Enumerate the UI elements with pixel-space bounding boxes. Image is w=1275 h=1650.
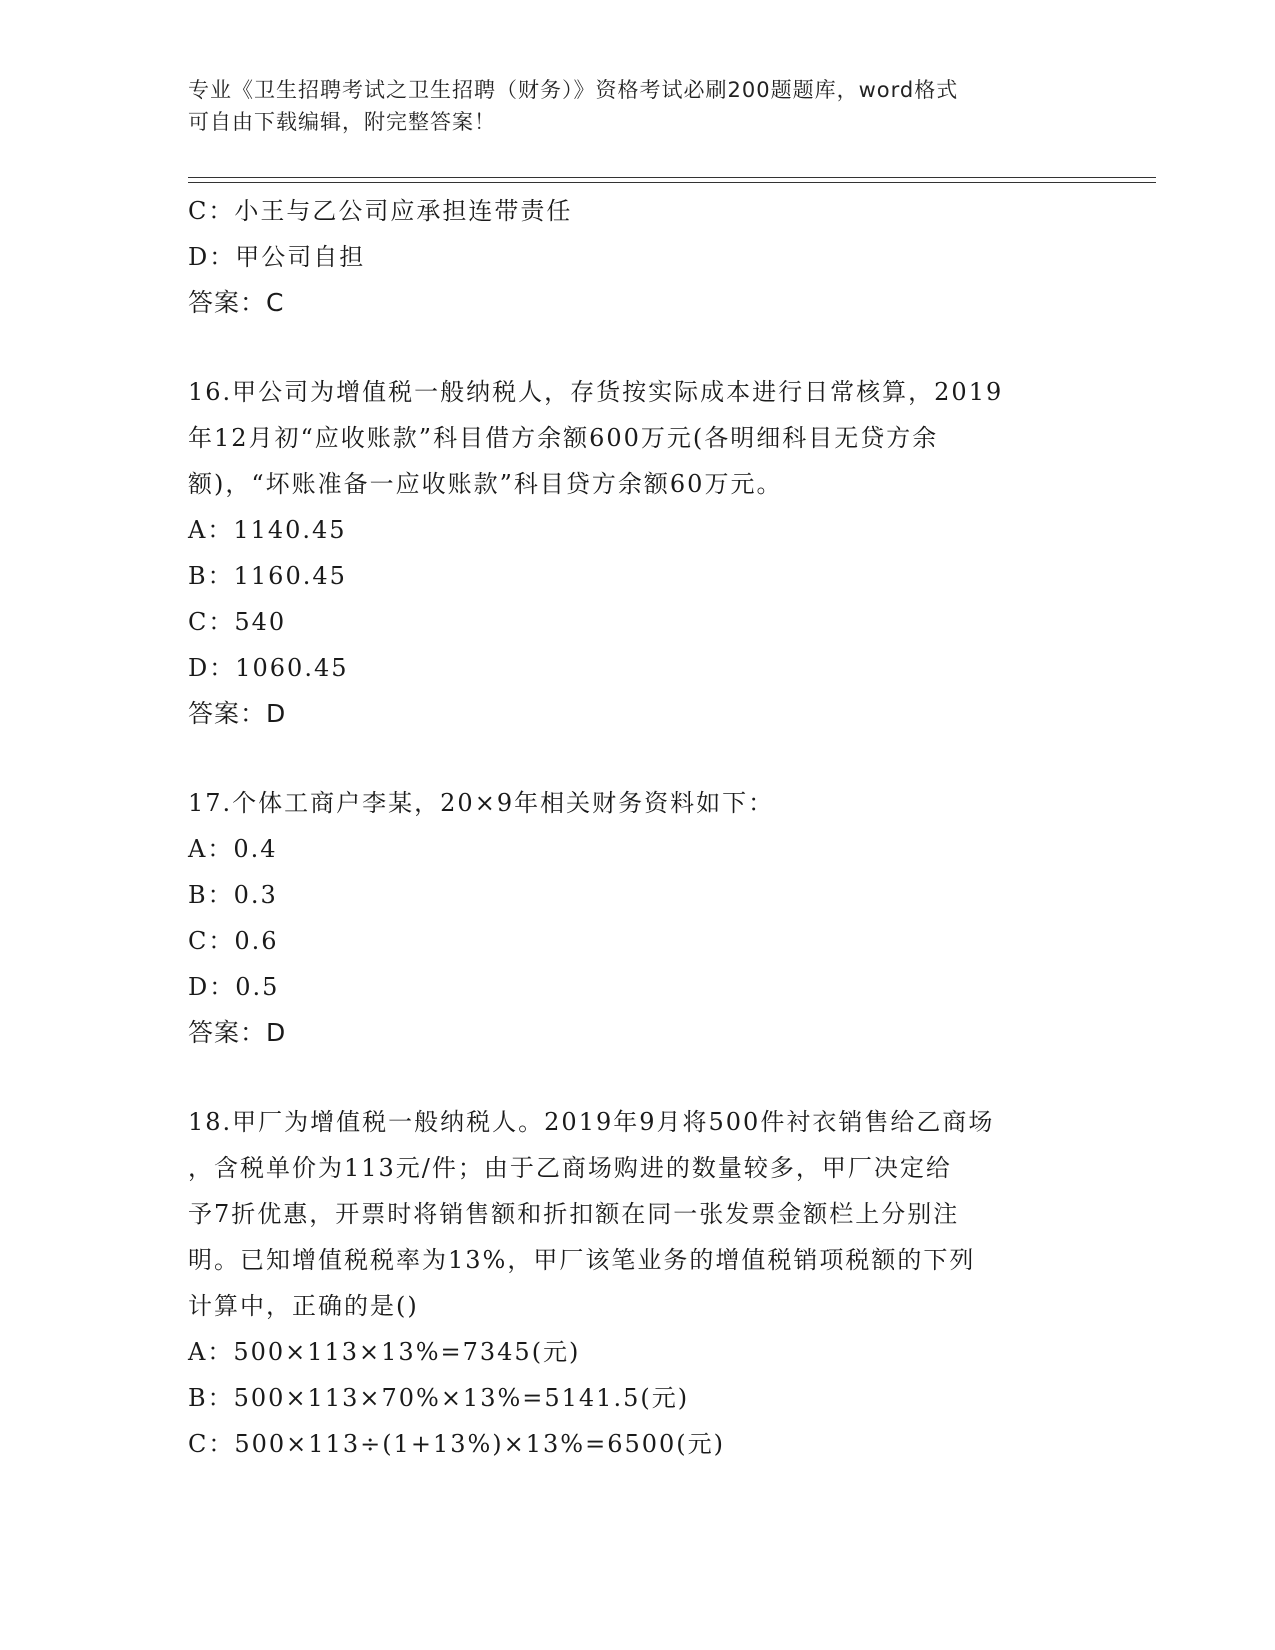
option-c: C：0.6 [188, 927, 279, 955]
header-divider [188, 177, 1156, 183]
question-stem-line: ，含税单价为113元/件；由于乙商场购进的数量较多，甲厂决定给 [188, 1154, 952, 1182]
option-b: B：1160.45 [188, 562, 347, 590]
question-18 [188, 1099, 1088, 1467]
question-stem-line: 18.甲厂为增值税一般纳税人。2019年9月将500件衬衣销售给乙商场 [188, 1108, 995, 1136]
option-c: C：500×113÷(1+13%)×13%=6500(元) [188, 1430, 726, 1458]
question-stem-line: 年12月初“应收账款”科目借方余额600万元(各明细科目无贷方余 [188, 424, 939, 452]
question-16 [188, 369, 1088, 737]
answer-line: 答案：C [188, 288, 285, 317]
question-15-continued [188, 188, 1088, 326]
option-d: D：1060.45 [188, 654, 349, 682]
question-stem-line: 16.甲公司为增值税一般纳税人，存货按实际成本进行日常核算，2019 [188, 378, 1004, 406]
header-line-1: 专业《卫生招聘考试之卫生招聘（财务）》资格考试必刷200题题库，word格式 [188, 78, 959, 102]
answer-line: 答案：D [188, 699, 287, 728]
header-line-2: 可自由下载编辑，附完整答案！ [188, 110, 496, 134]
question-stem-line: 额)，“坏账准备一应收账款”科目贷方余额60万元。 [188, 470, 783, 498]
option-a: A：1140.45 [188, 516, 347, 544]
option-c: C：540 [188, 608, 287, 636]
document-body [188, 188, 1088, 1467]
option-b: B：0.3 [188, 881, 278, 909]
question-stem-line: 予7折优惠，开票时将销售额和折扣额在同一张发票金额栏上分别注 [188, 1200, 960, 1228]
question-stem-line: 明。已知增值税税率为13%，甲厂该笔业务的增值税销项税额的下列 [188, 1246, 976, 1274]
option-b: B：500×113×70%×13%=5141.5(元) [188, 1384, 690, 1412]
option-d: D：0.5 [188, 973, 280, 1001]
question-stem-line: 17.个体工商户李某，20×9年相关财务资料如下： [188, 789, 775, 817]
question-stem-line: 计算中，正确的是() [188, 1292, 419, 1320]
option-a: A：0.4 [188, 835, 278, 863]
option-d: D：甲公司自担 [188, 243, 366, 271]
page-header [188, 74, 1068, 138]
option-a: A：500×113×13%=7345(元) [188, 1338, 581, 1366]
question-17 [188, 780, 1088, 1056]
answer-line: 答案：D [188, 1018, 287, 1047]
option-c: C：小王与乙公司应承担连带责任 [188, 197, 573, 225]
